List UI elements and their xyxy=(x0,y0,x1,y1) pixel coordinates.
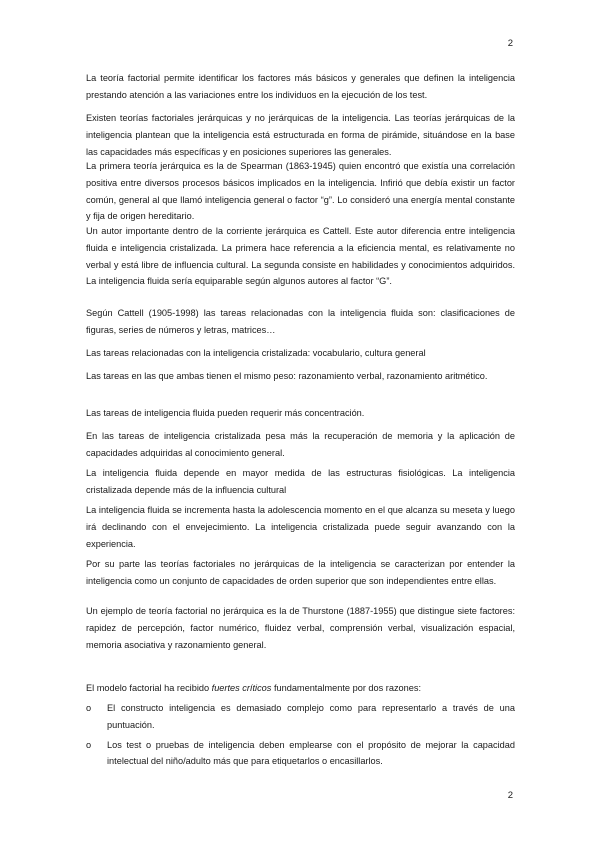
paragraph: Las tareas relacionadas con la inteligencia cristalizada: vocabulario, cultura general xyxy=(86,348,426,358)
paragraph: Existen teorías factoriales jerárquicas y no jerárquicas de la inteligencia. Las teorías jerárquicas de la inteligencia plantean que la inteligencia está estructurada en forma de pirámide, situándose en la base las capacidades más específicas y en posiciones superiores las generales. xyxy=(86,113,515,157)
list-item-text: El constructo inteligencia es demasiado complejo como para representarlo a través de una puntuación. xyxy=(107,703,515,730)
paragraph: Un autor importante dentro de la corriente jerárquica es Cattell. Este autor diferencia entre inteligencia fluida e inteligencia cristalizada. La primera hace referencia a la eficiencia mental, es relativamente no verbal y está libre de influencia cultural. La segunda consiste en habilidades y conocimientos adquiridos. La inteligencia fluida sería equiparable según algunos autores al factor “G”. xyxy=(86,226,515,287)
paragraph: En las tareas de inteligencia cristalizada pesa más la recuperación de memoria y la aplicación de capacidades adquiridas al conocimiento general. xyxy=(86,431,515,458)
criticism-list xyxy=(86,700,515,773)
list-item-text: Los test o pruebas de inteligencia deben emplearse con el propósito de mejorar la capacidad intelectual del niño/adulto más que para etiquetarlos o encasillarlos. xyxy=(107,739,515,767)
paragraph: Un ejemplo de teoría factorial no jerárquica es la de Thurstone (1887-1955) que distingue siete factores: rapidez de percepción, factor numérico, fluidez verbal, comprensión verbal, visualización espacial, memoria asociativa y razonamiento general. xyxy=(86,606,515,650)
bullet-marker-icon: o xyxy=(86,739,92,750)
paragraph: La teoría factorial permite identificar los factores más básicos y generales que definen la inteligencia prestando atención a las variaciones entre los individuos en la ejecución de los test. xyxy=(86,73,515,100)
paragraph: Por su parte las teorías factoriales no jerárquicas de la inteligencia se caracterizan por entender la inteligencia como un conjunto de capacidades de orden superior que son independientes entre ellas. xyxy=(86,559,515,586)
paragraph: La primera teoría jerárquica es la de Spearman (1863-1945) quien encontró que existía una correlación positiva entre diversos procesos básicos implicados en la inteligencia. Infirió que debía existir un factor común, general al que llamó inteligencia general o factor “g”. Lo consideró una energía mental constante y fija de origen hereditario. xyxy=(86,161,515,222)
paragraph: Las tareas en las que ambas tienen el mismo peso: razonamiento verbal, razonamiento aritmético. xyxy=(86,371,488,381)
list-item xyxy=(86,737,515,771)
paragraph: Según Cattell (1905-1998) las tareas relacionadas con la inteligencia fluida son: clasificaciones de figuras, series de números y letras, matrices… xyxy=(86,308,515,335)
paragraph: La inteligencia fluida depende en mayor medida de las estructuras fisiológicas. La inteligencia cristalizada depende más de la influencia cultural xyxy=(86,468,515,495)
criticism-intro-after: fundamentalmente por dos razones: xyxy=(271,683,422,693)
criticism-intro xyxy=(86,680,515,697)
list-item xyxy=(86,700,515,734)
bullet-marker-icon: o xyxy=(86,703,92,713)
criticism-intro-before: El modelo factorial ha recibido xyxy=(86,683,212,693)
paragraph: Las tareas de inteligencia fluida pueden requerir más concentración. xyxy=(86,408,365,418)
page-number-top: 2 xyxy=(507,38,513,49)
page-number-bottom: 2 xyxy=(507,790,513,801)
paragraph: La inteligencia fluida se incrementa hasta la adolescencia momento en el que alcanza su meseta y luego irá declinando con el envejecimiento. La inteligencia cristalizada puede seguir avanzando con la experiencia. xyxy=(86,505,515,549)
criticism-intro-emphasis: fuertes críticos xyxy=(211,683,272,693)
